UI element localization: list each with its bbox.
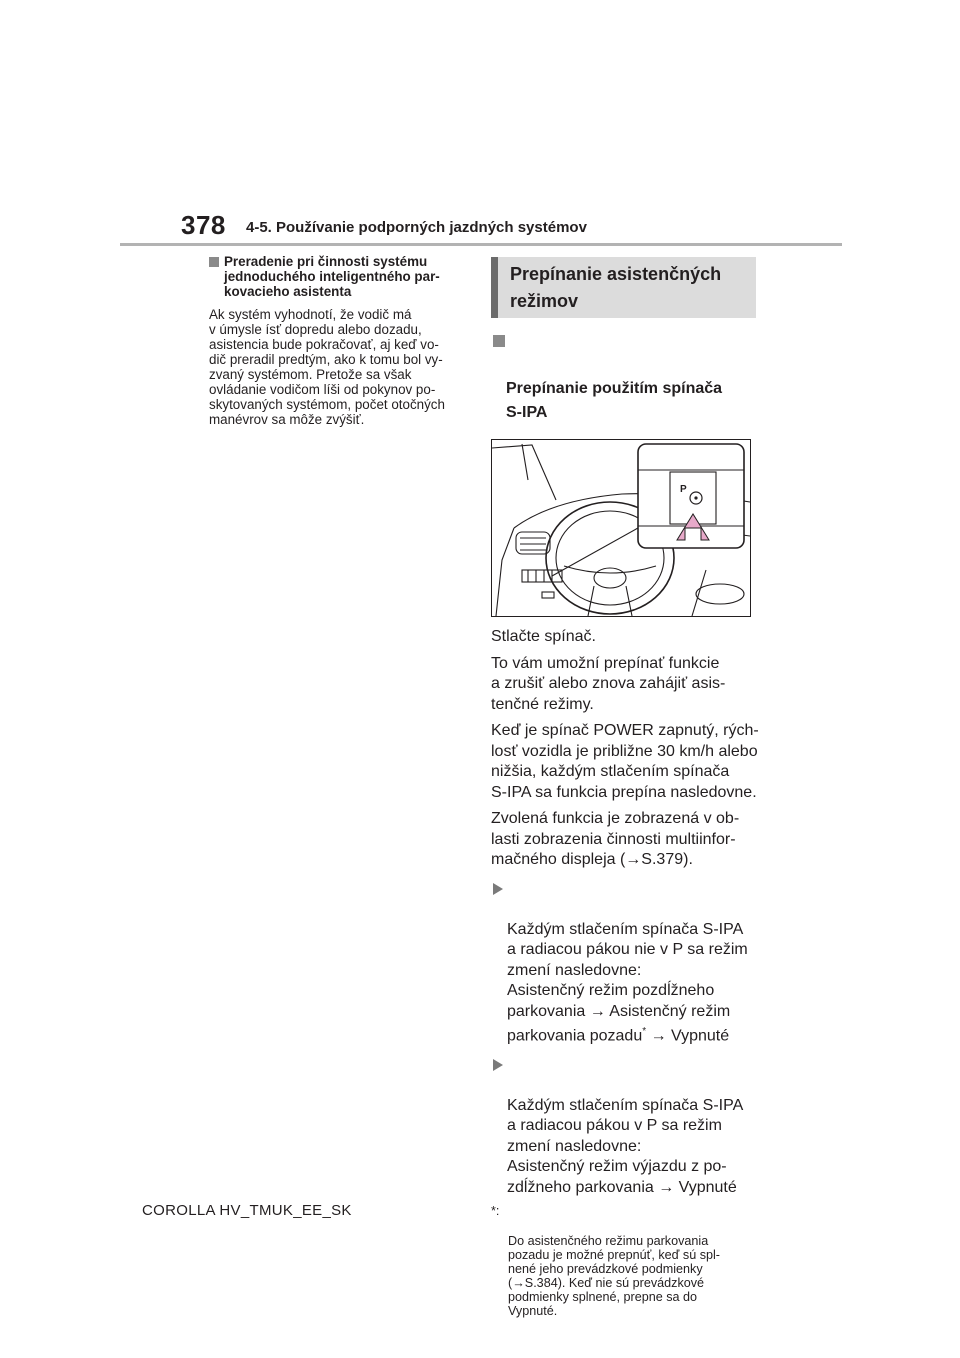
steering-wheel-illustration bbox=[492, 440, 750, 616]
bullet-not-in-p-text: Každým stlačením spínača S-IPA a radiacou pákou nie v P sa režim zmení nasledovne: Asistenčný režim pozdĺžneho parkovania → Asistenčný režim parkovania pozadu bbox=[507, 920, 748, 1045]
left-column bbox=[209, 254, 471, 427]
footnote-text: Do asistenčného režimu parkovania pozadu je možné prepnúť, keď sú spl- nené jeho prevádzkové podmienky (→S.384). Keď nie sú prevádzkové podmienky splnené, prepne sa do Vypnuté. bbox=[508, 1234, 720, 1319]
bullet-in-p-text: Každým stlačením spínača S-IPA a radiacou pákou v P sa režim zmení nasledovne: Asistenčný režim výjazdu z po- zdĺžneho parkovania → Vypnuté bbox=[507, 1096, 744, 1196]
footer-model-code: COROLLA HV_TMUK_EE_SK bbox=[142, 1202, 352, 1219]
square-bullet-icon bbox=[493, 335, 505, 347]
paragraph-display-info: Zvolená funkcia je zobrazená v ob- lasti zobrazenia činnosti multiinfor- mačného displeja (→S.379). bbox=[491, 810, 740, 868]
page-number: 378 bbox=[181, 210, 226, 240]
right-subheading-text: Prepínanie použitím spínača S-IPA bbox=[506, 380, 723, 421]
left-body-text: Ak systém vyhodnotí, že vodič má v úmysle ísť dopredu alebo dozadu, asistencia bude pokračovať, aj keď vo- dič preradil predtým, ako k tomu bol vy- zvaný systémom. Pretože sa však ovládanie vodičom líši od pokynov po- skytovaných systémom, počet otočných manévrov sa môže zvýšiť. bbox=[209, 307, 445, 427]
paragraph-press-switch: Stlačte spínač. bbox=[491, 628, 596, 645]
square-bullet-icon bbox=[209, 257, 219, 267]
paragraph-switch-functions: To vám umožní prepínať funkcie a zrušiť alebo znova zahájiť asis- tenčné režimy. bbox=[491, 654, 726, 713]
left-subheading-text: Preradenie pri činnosti systému jednoduchého inteligentného par-kovacieho asistenta bbox=[224, 254, 440, 299]
right-column bbox=[491, 257, 761, 1318]
triangle-bullet-icon bbox=[493, 883, 503, 895]
p-switch-label: P bbox=[680, 484, 687, 495]
left-subheading bbox=[209, 254, 471, 299]
section-box-heading: Prepínanie asistenčných režimov bbox=[491, 257, 756, 318]
right-subheading bbox=[491, 329, 761, 425]
bullet-in-p bbox=[491, 1055, 761, 1199]
asterisk-mark: * bbox=[642, 1026, 647, 1037]
triangle-bullet-icon bbox=[493, 1059, 503, 1071]
footnote bbox=[491, 1206, 761, 1318]
bullet-not-in-p-tail: → Vypnuté bbox=[646, 1027, 730, 1045]
dashboard-switch-illustration bbox=[491, 439, 751, 617]
paragraph-speed-condition: Keď je spínač POWER zapnutý, rých- losť vozidla je približne 30 km/h alebo nižšia, každým stlačením spínača S-IPA sa funkcia prepína nasledovne. bbox=[491, 722, 759, 801]
section-title: 4-5. Používanie podporných jazdných systémov bbox=[246, 219, 587, 236]
header-divider bbox=[120, 243, 842, 246]
footnote-mark: *: bbox=[491, 1204, 500, 1219]
bullet-not-in-p bbox=[491, 879, 761, 1047]
